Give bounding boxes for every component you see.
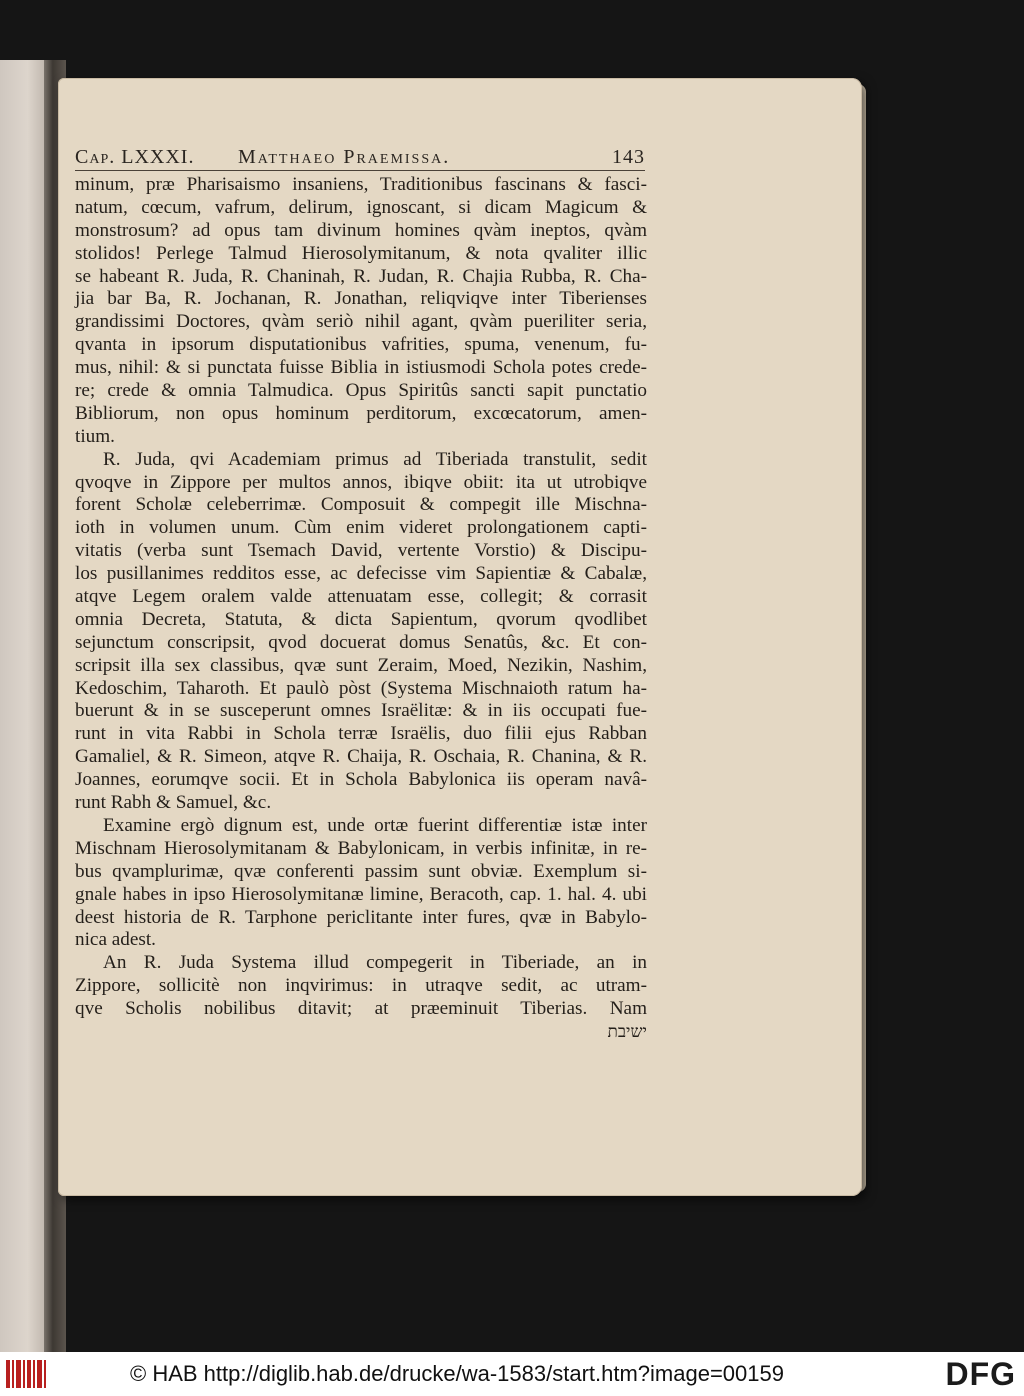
text-line: runt in vita Rabbi in Schola terræ Israëlis, duo filii ejus Rabban — [75, 723, 647, 745]
running-title: Matthaeo Praemissa. — [238, 146, 451, 168]
page-number: 143 — [612, 146, 645, 168]
header-rule — [75, 170, 645, 171]
text-line: se habeant R. Juda, R. Chaninah, R. Judan, R. Chajia Rubba, R. Cha- — [75, 265, 647, 287]
text-line: stolidos! Perlege Talmud Hierosolymitanum, & nota qvaliter illic — [75, 242, 647, 264]
text-line: atqve Legem oralem valde attenuatam esse, collegit; & corrasit — [75, 586, 647, 608]
text-line: grandissimi Doctores, qvàm seriò nihil agant, qvàm pueriliter seria, — [75, 311, 647, 333]
text-line: buerunt & in se susceperunt omnes Israëlitæ: & in iis occupati fue- — [75, 700, 647, 722]
text-line: Gamaliel, & R. Simeon, atqve R. Chaija, R. Oschaia, R. Chanina, & R. — [75, 746, 647, 768]
hab-barcode-logo — [6, 1360, 46, 1388]
catchword: ישיבת — [607, 1021, 647, 1042]
text-line: An R. Juda Systema illud compegerit in Tiberiade, an in — [103, 952, 647, 974]
text-line: runt Rabh & Samuel, &c. — [75, 792, 272, 814]
text-line: Kedoschim, Taharoth. Et paulò pòst (Systema Mischnaioth ratum ha- — [75, 677, 647, 699]
text-line: bus qvamplurimæ, qvæ conferenti passim sunt obviæ. Exemplum si- — [75, 860, 647, 882]
text-line: Examine ergò dignum est, unde ortæ fuerint differentiæ istæ inter — [103, 814, 647, 836]
chapter-label: Cap. LXXXI. — [75, 146, 195, 168]
text-line: gnale habes in ipso Hierosolymitanæ limine, Beracoth, cap. 1. hal. 4. ubi — [75, 883, 647, 905]
viewer-footer — [0, 1352, 1024, 1396]
text-line: mus, nihil: & si punctata fuisse Biblia in istiusmodi Schola potes crede- — [75, 357, 647, 379]
text-line: monstrosum? ad opus tam divinum homines qvàm ineptos, qvàm — [75, 219, 647, 241]
text-line: ioth in volumen unum. Cùm enim videret prolongationem capti- — [75, 517, 647, 539]
text-line: forent Scholæ celeberrimæ. Composuit & compegit ille Mischna- — [75, 494, 647, 516]
text-line: minum, præ Pharisaismo insaniens, Traditionibus fascinans & fasci- — [75, 174, 647, 195]
text-line: los pusillanimes redditos esse, ac defecisse vim Sapientiæ & Cabalæ, — [75, 563, 647, 585]
text-line: re; crede & omnia Talmudica. Opus Spiritûs sancti sapit punctatio — [75, 380, 647, 402]
running-header — [75, 140, 645, 172]
copyright-link[interactable]: © HAB http://diglib.hab.de/drucke/wa-1583/start.htm?image=00159 — [130, 1361, 784, 1386]
text-line: deest historia de R. Tarphone periclitante inter fures, qvæ in Babylo- — [75, 906, 647, 928]
text-line: Joannes, eorumqve socii. Et in Schola Babylonica iis operam navâ- — [75, 769, 647, 791]
text-line: vitatis (verba sunt Tsemach David, vertente Vorstio) & Discipu- — [75, 540, 647, 562]
text-line: omnia Decreta, Statuta, & dicta Sapientum, qvorum qvodlibet — [75, 608, 647, 630]
dfg-logo: DFG — [945, 1356, 1016, 1392]
text-line: qvanta in ipsorum disputationibus vafrities, spuma, venenum, fu- — [75, 334, 647, 356]
text-line: jia bar Ba, R. Jochanan, R. Jonathan, reliqviqve inter Tiberienses — [75, 288, 647, 310]
text-line: Mischnam Hierosolymitanam & Babylonicam, in verbis infinitæ, in re- — [75, 837, 647, 859]
text-line: scripsit illa sex classibus, qvæ sunt Zeraim, Moed, Nezikin, Nashim, — [75, 654, 647, 676]
text-line: nica adest. — [75, 929, 156, 951]
text-line: Bibliorum, non opus hominum perditorum, excœcatorum, amen- — [75, 402, 647, 424]
text-line: tium. — [75, 425, 115, 447]
text-line: qve Scholis nobilibus ditavit; at præeminuit Tiberias. Nam — [75, 998, 647, 1020]
text-line: R. Juda, qvi Academiam primus ad Tiberiada transtulit, sedit — [103, 448, 647, 470]
text-line: natum, cœcum, vafrum, delirum, ignoscant, si dicam Magicum & — [75, 196, 647, 218]
text-line: qvoqve in Zippore per multos annos, ibiqve obiit: ita ut utrobiqve — [75, 471, 647, 493]
text-line: Zippore, sollicitè non inqvirimus: in utraqve sedit, ac utram- — [75, 975, 647, 997]
facing-page-edge — [0, 60, 46, 1352]
text-line: sejunctum conscripsit, qvod docuerat domus Senatûs, &c. Et con- — [75, 631, 647, 653]
body-text — [75, 174, 647, 1044]
